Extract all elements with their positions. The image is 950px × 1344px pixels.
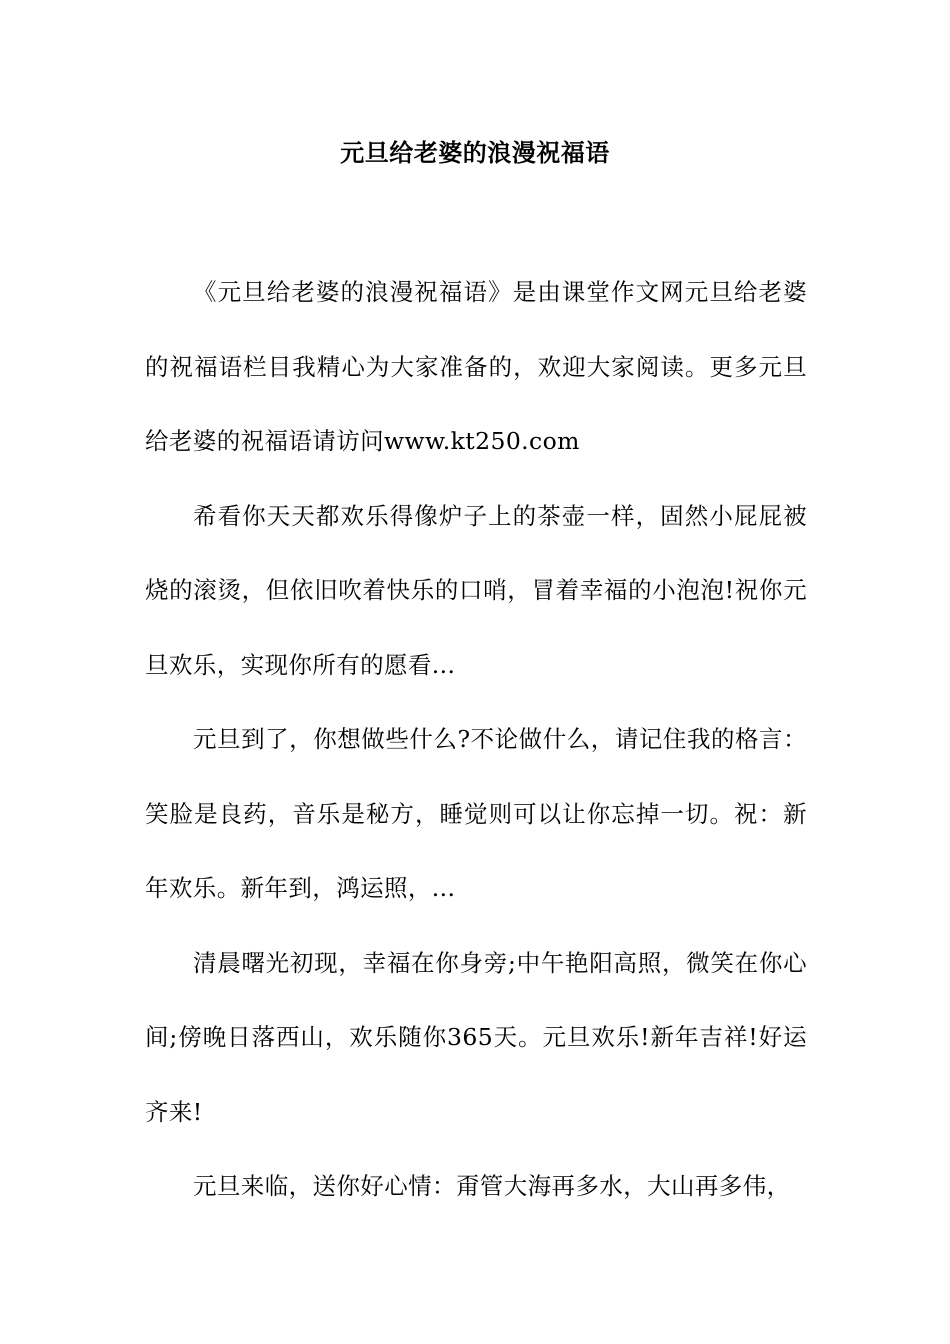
- paragraph-intro: 《元旦给老婆的浪漫祝福语》是由课堂作文网元旦给老婆的祝福语栏目我精心为大家准备的，欢迎大家阅读。更多元旦给老婆的祝福语请访问www.kt250.com: [145, 278, 807, 455]
- paragraph-wish-1: 希看你天天都欢乐得像炉子上的茶壶一样，固然小屁屁被烧的滚烫，但依旧吹着快乐的口哨，冒着幸福的小泡泡!祝你元旦欢乐，实现你所有的愿看...: [145, 501, 807, 679]
- paragraph-wish-4: 元旦来临，送你好心情：甭管大海再多水，大山再多伟，: [193, 1172, 791, 1200]
- document-body: [145, 255, 807, 1224]
- document-title: 元旦给老婆的浪漫祝福语: [340, 138, 610, 167]
- paragraph-wish-3: 清晨曙光初现，幸福在你身旁;中午艳阳高照，微笑在你心间;傍晚日落西山，欢乐随你365天。元旦欢乐!新年吉祥!好运齐来!: [145, 948, 807, 1126]
- paragraph-wish-2: 元旦到了，你想做些什么?不论做什么，请记住我的格言：笑脸是良药，音乐是秘方，睡觉则可以让你忘掉一切。祝：新年欢乐。新年到，鸿运照，...: [145, 725, 807, 902]
